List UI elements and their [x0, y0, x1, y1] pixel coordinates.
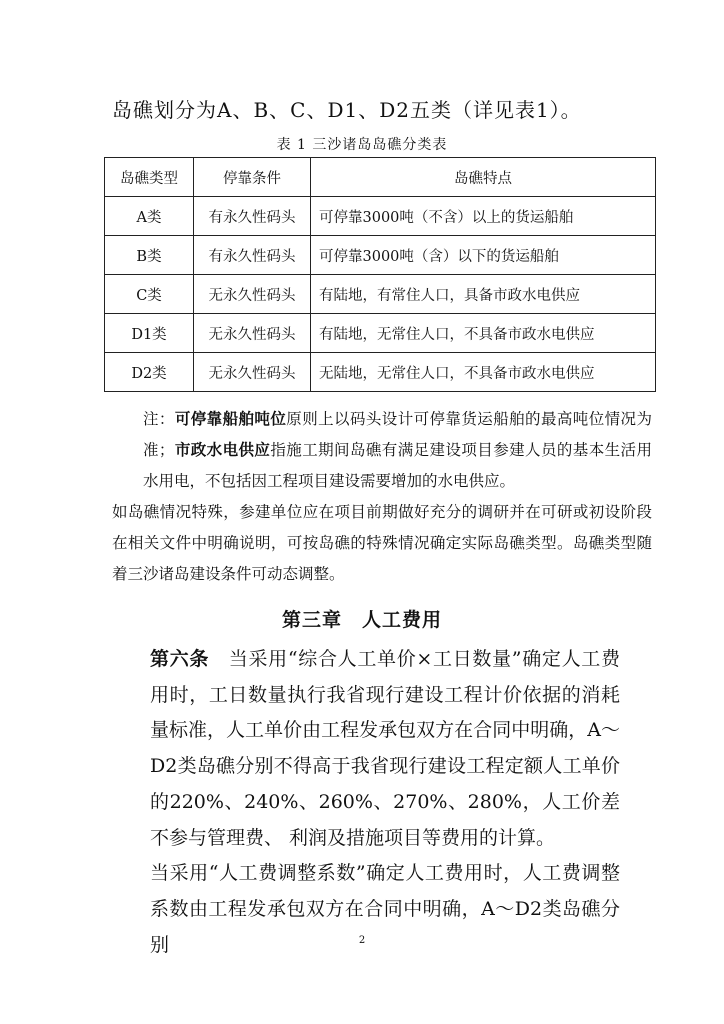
intro-line: 岛礁划分为A、B、C、D1、D2五类（详见表1）。 — [112, 98, 582, 122]
note-text-utilities: 指施工期间岛礁有满足建设项目参建人员的基本生活用水用电，不包括因工程项目建设需要增加的水电供应。 — [143, 441, 652, 490]
cell-condition: 无永久性码头 — [194, 314, 311, 353]
note-special-cases: 如岛礁情况特殊，参建单位应在项目前期做好充分的调研并在可研或初设阶段在相关文件中明确说明，可按岛礁的特殊情况确定实际岛礁类型。岛礁类型随着三沙诸岛建设条件可动态调整。 — [112, 503, 652, 583]
cell-feature: 有陆地，无常住人口，不具备市政水电供应 — [311, 314, 656, 353]
table-note — [112, 404, 652, 590]
article-paragraph-2: 当采用“人工费调整系数”确定人工费用时，人工费调整系数由工程发承包双方在合同中明确，A～D2类岛礁分别 — [150, 862, 620, 956]
table-row — [105, 314, 656, 353]
cell-feature: 有陆地，有常住人口，具备市政水电供应 — [311, 275, 656, 314]
island-classification-table — [104, 157, 656, 392]
table-row — [105, 275, 656, 314]
article-label: 第六条 — [150, 648, 210, 670]
table-row — [105, 353, 656, 392]
cell-condition: 无永久性码头 — [194, 275, 311, 314]
cell-type: B类 — [105, 236, 194, 275]
article-text: 当采用“综合人工单价×工日数量”确定人工费用时，工日数量执行我省现行建设工程计价依据的消耗量标准，人工单价由工程发承包双方在合同中明确，A～D2类岛礁分别不得高于我省现行建设工程定额人工单价的220%、240%、260%、270%、280%，人工价差不参与管理费、 利润及措施项目等费用的计算。 — [150, 648, 620, 849]
cell-type: D2类 — [105, 353, 194, 392]
page-number: 2 — [358, 935, 366, 946]
note-prefix: 注： — [143, 410, 175, 428]
cell-condition: 有永久性码头 — [194, 236, 311, 275]
header-feature: 岛礁特点 — [311, 158, 656, 197]
cell-type: D1类 — [105, 314, 194, 353]
header-condition: 停靠条件 — [194, 158, 311, 197]
cell-feature: 无陆地，无常住人口，不具备市政水电供应 — [311, 353, 656, 392]
note-text-tonnage: 原则上以码头设计可停靠货运船舶的最高吨位情况为准； — [143, 410, 652, 459]
chapter-title: 第三章 人工费用 — [281, 609, 442, 631]
table-row — [105, 236, 656, 275]
article-body — [112, 642, 620, 963]
header-type: 岛礁类型 — [105, 158, 194, 197]
cell-type: C类 — [105, 275, 194, 314]
table-row — [105, 197, 656, 236]
cell-condition: 无永久性码头 — [194, 353, 311, 392]
note-term-tonnage: 可停靠船舶吨位 — [174, 410, 287, 428]
cell-feature: 可停靠3000吨（含）以下的货运船舶 — [311, 236, 656, 275]
cell-condition: 有永久性码头 — [194, 197, 311, 236]
note-paragraph — [112, 404, 652, 497]
note-term-utilities: 市政水电供应 — [174, 441, 271, 459]
article-six — [112, 642, 620, 856]
table-caption: 表 1 三沙诸岛岛礁分类表 — [276, 137, 448, 153]
cell-type: A类 — [105, 197, 194, 236]
table-header-row — [105, 158, 656, 197]
cell-feature: 可停靠3000吨（不含）以上的货运船舶 — [311, 197, 656, 236]
